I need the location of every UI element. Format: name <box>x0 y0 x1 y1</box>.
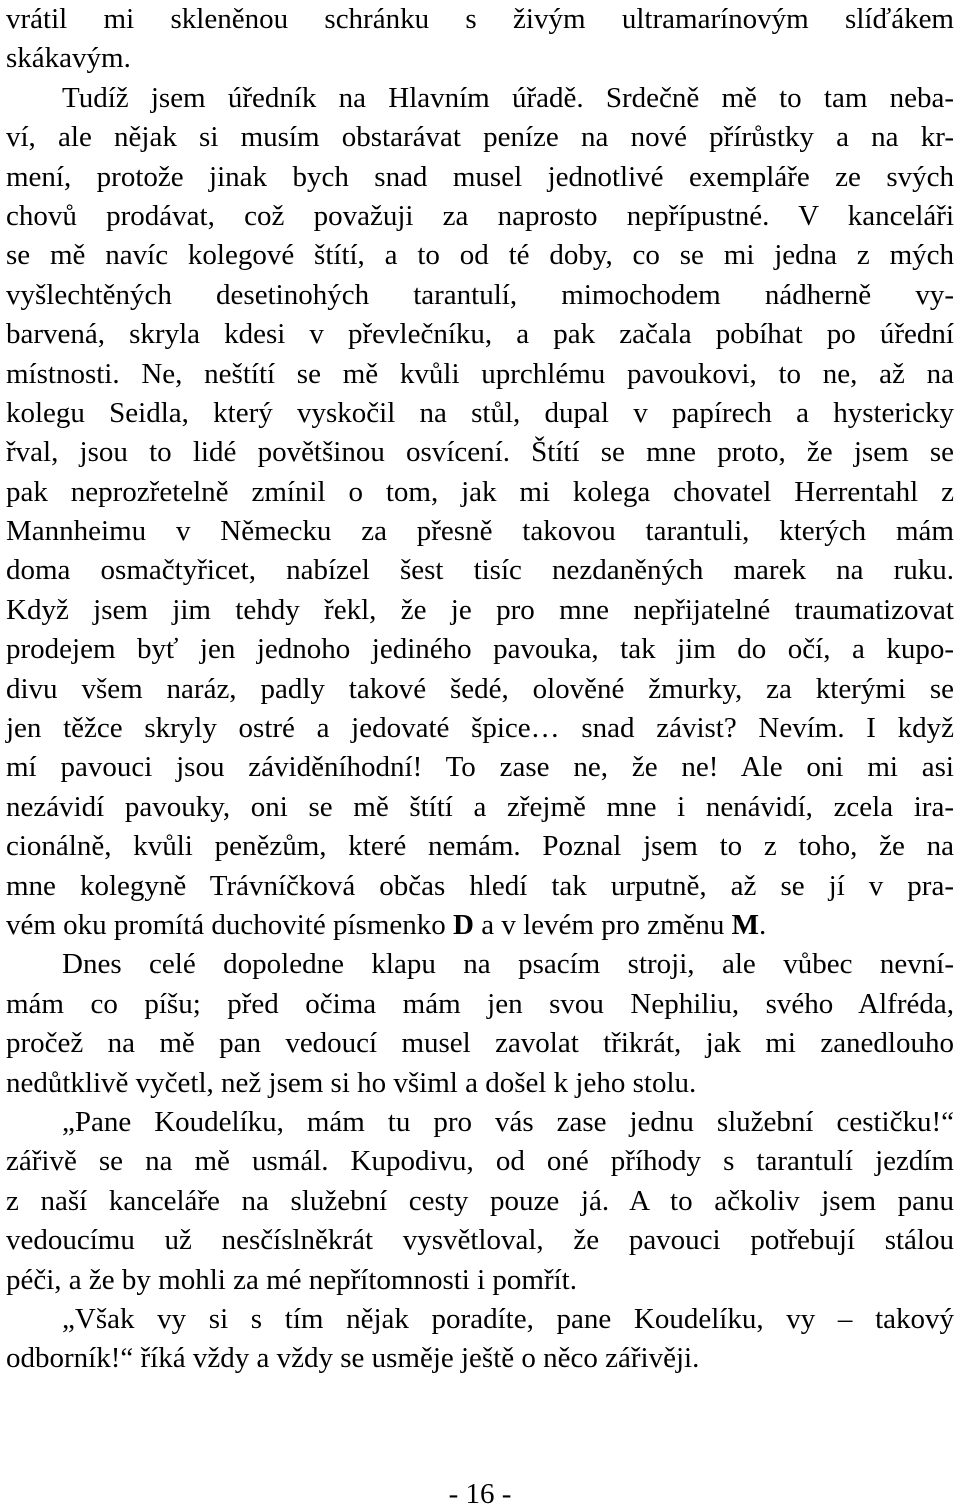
text-line: nezávidí pavouky, oni se mě štítí a zřejmě mne i nenávidí, zcela ira- <box>6 790 954 823</box>
text-line: skákavým. <box>6 42 131 75</box>
text-segment: vém oku promítá duchovité písmenko <box>6 908 454 941</box>
text-line: mám co píšu; před očima mám jen svou Nephiliu, svého Alfréda, <box>6 987 954 1020</box>
text-line: pak neprozřetelně zmínil o tom, jak mi kolega chovatel Herrentahl z <box>6 475 954 508</box>
text-line: se mě navíc kolegové štítí, a to od té doby, co se mi jedna z mých <box>6 239 954 272</box>
text-segment: . <box>759 908 767 941</box>
text-line: Když jsem jim tehdy řekl, že je pro mne nepřijatelné traumatizovat <box>6 593 954 626</box>
text-line: mí pavouci jsou záviděníhodní! To zase ne, že ne! Ale oni mi asi <box>6 751 954 784</box>
text-line: vyšlechtěných desetinohých tarantulí, mimochodem nádherně vy- <box>6 278 954 311</box>
text-line: doma osmačtyřicet, nabízel šest tisíc nezdaněných marek na ruku. <box>6 554 954 587</box>
text-line: mne kolegyně Trávníčková občas hledí tak urputně, až se jí v pra- <box>6 869 954 902</box>
text-line: vedoucímu už nesčíslněkrát vysvětloval, že pavouci potřebují stálou <box>6 1224 954 1257</box>
text-line: barvená, skryla kdesi v převlečníku, a pak začala pobíhat po úřední <box>6 318 954 351</box>
text-line: řval, jsou to lidé povětšinou osvícení. Štítí se mne proto, že jsem se <box>6 436 954 469</box>
text-line: místnosti. Ne, neštítí se mě kvůli uprchlému pavoukovi, to ne, až na <box>6 357 954 390</box>
text-line <box>6 906 954 945</box>
text-line: divu všem naráz, padly takové šedé, olověné žmurky, za kterými se <box>6 672 954 705</box>
paragraph-start-line: Dnes celé dopoledne klapu na psacím stroji, ale vůbec nevní- <box>62 948 954 981</box>
text-line: kolegu Seidla, který vyskočil na stůl, dupal v papírech a hystericky <box>6 396 954 429</box>
text-line: zářivě se na mě usmál. Kupodivu, od oné příhody s tarantulí jezdím <box>6 1145 954 1178</box>
text-line: chovů prodávat, což považuji za naprosto nepřípustné. V kanceláři <box>6 199 954 232</box>
page-number: - 16 - <box>448 1478 512 1510</box>
text-line: odborník!“ říká vždy a vždy se usměje ještě o něco zářivěji. <box>6 1342 700 1375</box>
document-body <box>6 0 954 1379</box>
text-line: jen těžce skryly ostré a jedovaté špice… snad závist? Nevím. I když <box>6 712 954 745</box>
text-line: mení, protože jinak bych snad musel jednotlivé exempláře ze svých <box>6 160 954 193</box>
text-line: z naší kanceláře na služební cesty pouze já. A to ačkoliv jsem panu <box>6 1184 954 1217</box>
text-line: péči, a že by mohli za mé nepřítomnosti i pomřít. <box>6 1263 577 1296</box>
text-line: vrátil mi skleněnou schránku s živým ultramarínovým slíďákem <box>6 3 954 35</box>
text-line: prodejem byť jen jednoho jediného pavouka, tak jim do očí, a kupo- <box>6 633 954 666</box>
bold-letter-d: D <box>453 908 474 941</box>
text-line: ví, ale nějak si musím obstarávat peníze na nové přírůstky a na kr- <box>6 121 954 154</box>
text-line: Mannheimu v Německu za přesně takovou tarantuli, kterých mám <box>6 515 954 548</box>
bold-letter-m: M <box>731 908 760 941</box>
text-segment: a v levém pro změnu <box>473 908 732 941</box>
text-line: cionálně, kvůli penězům, které nemám. Poznal jsem to z toho, že na <box>6 830 954 863</box>
text-line: pročež na mě pan vedoucí musel zavolat třikrát, jak mi zanedlouho <box>6 1027 954 1060</box>
paragraph-start-line: „Pane Koudelíku, mám tu pro vás zase jednu služební cestičku!“ <box>62 1105 954 1138</box>
text-line: nedůtklivě vyčetl, než jsem si ho všiml a došel k jeho stolu. <box>6 1066 697 1099</box>
paragraph-start-line: Tudíž jsem úředník na Hlavním úřadě. Srdečně mě to tam neba- <box>62 81 954 114</box>
paragraph-start-line: „Však vy si s tím nějak poradíte, pane Koudelíku, vy – takový <box>62 1302 954 1335</box>
